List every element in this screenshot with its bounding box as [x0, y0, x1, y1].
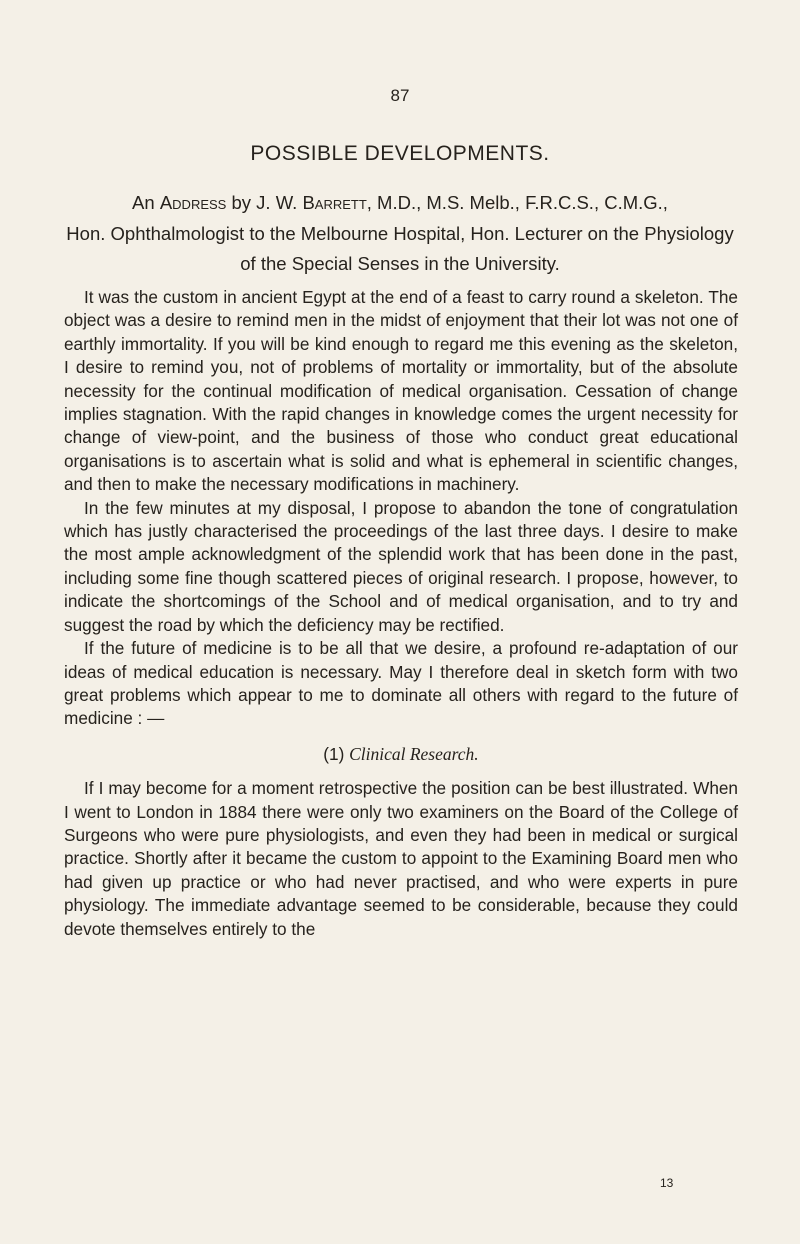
paragraph-4: If I may become for a moment retrospective the position can be best illustrated. When I went to London in 1884 there were only two examiners on the Board of the College of Surgeons who were pure physiologists, and even they had been in medical or surgical practice. Shortly after it became the custom to appoint to the Examining Board men who had given up practice or who had never practised, and who were experts in pure physiology. The immediate advantage seemed to be considerable, because they could devote themselves entirely to the	[64, 778, 738, 939]
signature-mark: 13	[660, 1176, 674, 1190]
page-number: 87	[390, 86, 410, 105]
byline-by: by J. W.	[226, 192, 303, 213]
author-surname: Barrett	[302, 192, 367, 213]
page-title: POSSIBLE DEVELOPMENTS.	[250, 142, 550, 165]
author-credentials: , M.D., M.S. Melb., F.R.C.S., C.M.G.,	[366, 192, 668, 213]
byline-address-word: Address	[159, 192, 227, 213]
paragraph-3: If the future of medicine is to be all that we desire, a profound re-adaptation of our ideas of medical education is necessary. May I therefore deal in sketch form with two great problems which appear to me to dominate all others with regard to the future of medicine : —	[64, 638, 738, 729]
section-number: (1)	[323, 743, 350, 764]
byline	[60, 188, 740, 280]
section-title: Clinical Research.	[349, 743, 479, 764]
byline-prefix: An	[132, 192, 160, 213]
byline-author-line	[60, 188, 740, 219]
paragraph-1: It was the custom in ancient Egypt at the end of a feast to carry round a skeleton. The object was a desire to remind men in the midst of enjoyment that their lot was not one of earthly immortality. If you will be kind enough to regard me this evening as the skeleton, I desire to remind you, not of problems of mortality or immortality, but of the absolute necessity for the continual modification of medical organisation. Cessation of change implies stagnation. With the rapid changes in knowledge comes the urgent necessity for change of view-point, and the business of those who conduct great educational organisations is to ascertain what is solid and what is ephemeral in scientific changes, and then to make the necessary modifications in machinery.	[64, 287, 738, 495]
paragraph-2: In the few minutes at my disposal, I propose to abandon the tone of congratulation which has justly characterised the proceedings of the last three days. I desire to make the most ample acknowledgment of the splendid work that has been done in the past, including some fine though scattered pieces of original research. I propose, however, to indicate the shortcomings of the School and of medical organisation, and to try and suggest the road by which the deficiency may be rectified.	[64, 497, 738, 635]
article-body	[64, 286, 738, 941]
author-affiliation: Hon. Ophthalmologist to the Melbourne Hospital, Hon. Lecturer on the Physiology of the Special Senses in the University.	[66, 222, 734, 274]
section-heading	[64, 743, 738, 766]
